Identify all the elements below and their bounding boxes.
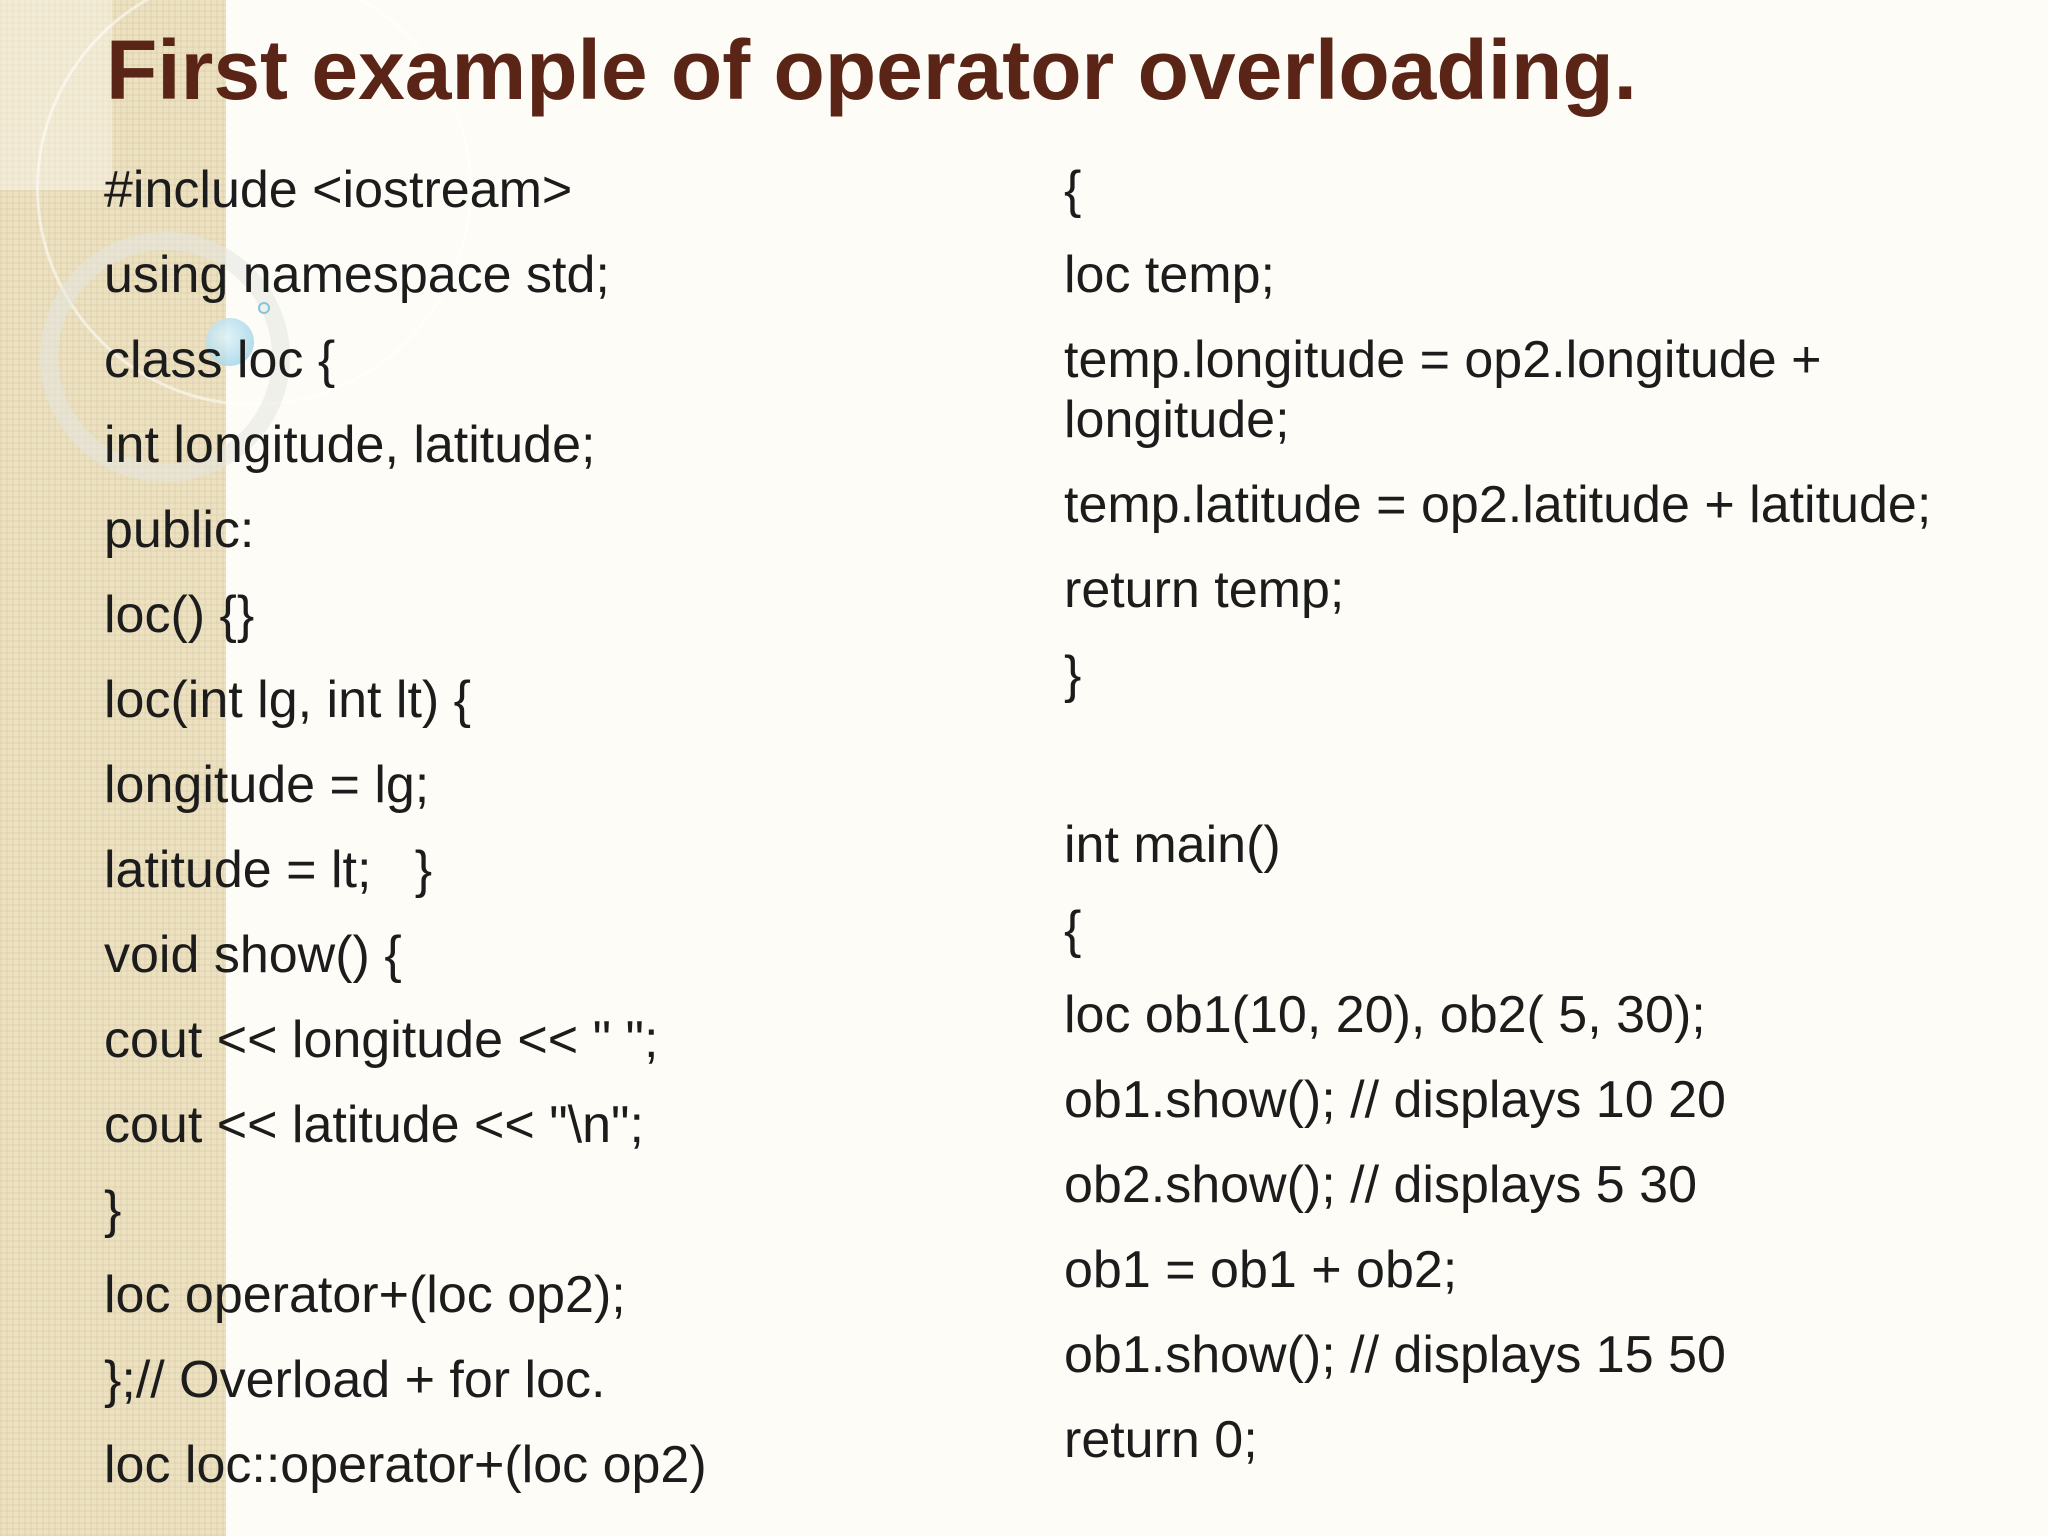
code-line: loc ob1(10, 20), ob2( 5, 30);	[1064, 986, 1706, 1044]
code-line: }	[104, 1181, 122, 1239]
code-line: loc() {}	[104, 586, 255, 644]
code-line: return temp;	[1064, 561, 1345, 619]
code-line: }	[1064, 646, 1082, 704]
code-column-right	[1064, 160, 1931, 1495]
code-line: int main()	[1064, 816, 1281, 874]
slide-title: First example of operator overloading.	[106, 23, 1637, 117]
code-line: #include <iostream>	[104, 161, 573, 219]
code-line: loc loc::operator+(loc op2)	[104, 1436, 707, 1494]
code-line: loc temp;	[1064, 246, 1275, 304]
code-line: ob1 = ob1 + ob2;	[1064, 1241, 1458, 1299]
code-line: ob1.show(); // displays 15 50	[1064, 1326, 1726, 1384]
code-line: using namespace std;	[104, 246, 610, 304]
code-line: };// Overload + for loc.	[104, 1351, 606, 1409]
code-line: int longitude, latitude;	[104, 416, 596, 474]
code-line-blank	[1064, 730, 1931, 790]
code-line: {	[1064, 161, 1082, 219]
code-line: public:	[104, 501, 255, 559]
code-line: return 0;	[1064, 1411, 1258, 1469]
code-line: ob2.show(); // displays 5 30	[1064, 1156, 1697, 1214]
decorative-corner-panel	[0, 0, 112, 190]
code-line: loc operator+(loc op2);	[104, 1266, 626, 1324]
code-line: void show() {	[104, 926, 402, 984]
code-line: temp.latitude = op2.latitude + latitude;	[1064, 476, 1932, 534]
code-line: class loc {	[104, 331, 336, 389]
code-line: cout << latitude << "\n";	[104, 1096, 644, 1154]
code-line: longitude = lg;	[104, 756, 430, 814]
code-line: temp.longitude = op2.longitude + longitude;	[1064, 331, 1822, 449]
code-line: cout << longitude << " ";	[104, 1011, 659, 1069]
code-line: loc(int lg, int lt) {	[104, 671, 472, 729]
code-line: latitude = lt; }	[104, 841, 433, 899]
code-line: {	[1064, 901, 1082, 959]
code-line: ob1.show(); // displays 10 20	[1064, 1071, 1726, 1129]
code-column-left	[104, 160, 707, 1520]
